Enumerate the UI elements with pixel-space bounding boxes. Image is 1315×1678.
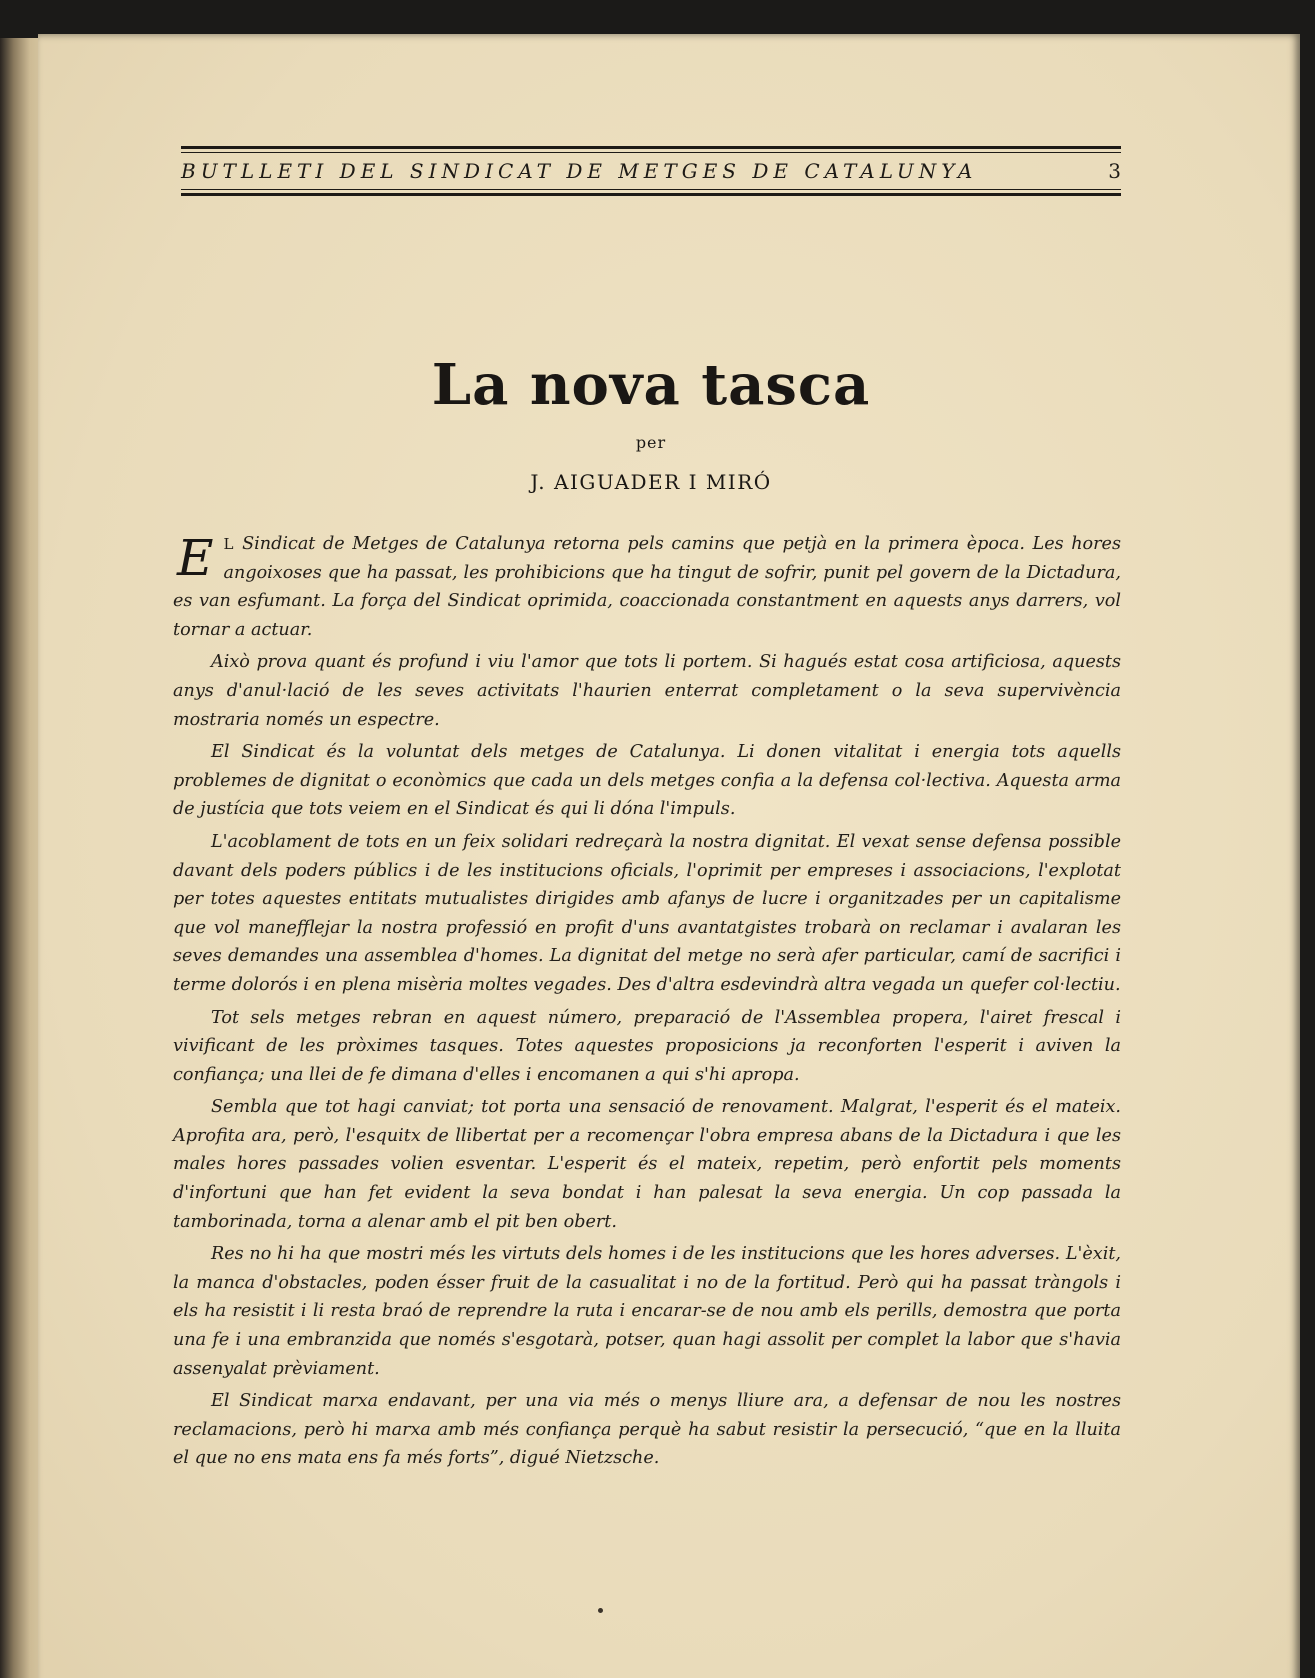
article-title: La nova tasca: [431, 352, 871, 418]
paragraph: El Sindicat és la voluntat dels metges de Catalunya. Li donen vitalitat i energia tots aquells problemes de dignitat o econòmics que cada un dels metges confia a la defensa col·lectiva. Aquesta arma de justícia que tots veiem en el Sindicat és qui li dóna l'impuls.: [173, 742, 1121, 820]
article-byline: per: [635, 433, 667, 452]
paragraph: Això prova quant és profund i viu l'amor que tots li portem. Si hagués estat cosa artificiosa, aquests anys d'anul·lació de les seves activitats l'haurien enterrat completament o la seva supervivència mostraria només un espectre.: [173, 652, 1121, 730]
paragraph: Sembla que tot hagi canviat; tot porta una sensació de renovament. Malgrat, l'esperit és el mateix. Aprofita ara, però, l'esquitx de llibertat per a recomençar l'obra empresa abans de la Dictadura i que les males hores passades volien esventar. L'esperit és el mateix, repetim, però enfortit pels moments d'infortuni que han fet evident la seva bondat i han palesat la seva energia. Un cop passada la tamborinada, torna a alenar amb el pit ben obert.: [173, 1097, 1121, 1232]
article-body: [173, 530, 1121, 1477]
paragraph-text: Sindicat de Metges de Catalunya retorna pels camins que petjà en la primera època. Les hores angoixoses que ha passat, les prohibicions que ha tingut de sofrir, punit pel govern de la Dictadura, es van esfumant. La força del Sindicat oprimida, coaccionada constantment en aquests anys darrers, vol tornar a actuar.: [173, 534, 1122, 640]
page-number: 3: [1108, 159, 1121, 183]
header-rule-bottom-thin: [181, 189, 1121, 190]
drop-cap: E: [177, 529, 214, 587]
header-rule-top: [181, 146, 1121, 149]
header-rule-bottom: [181, 193, 1121, 196]
running-header: [181, 146, 1121, 196]
paragraph: El Sindicat marxa endavant, per una via més o menys lliure ara, a defensar de nou les nostres reclamacions, però hi marxa amb més confiança perquè ha sabut resistir la persecució, “que en la lluita el que no ens mata ens fa més forts”, digué Nietzsche.: [173, 1391, 1121, 1469]
paragraph: [173, 530, 1121, 644]
page-mark-dot: [598, 1608, 603, 1613]
journal-name: BUTLLETI DEL SINDICAT DE METGES DE CATALUNYA: [181, 159, 978, 183]
paragraph: Res no hi ha que mostri més les virtuts dels homes i de les institucions que les hores adverses. L'èxit, la manca d'obstacles, poden ésser fruit de la casualitat i no de la fortitud. Però qui ha passat tràngols i els ha resistit i li resta braó de reprendre la ruta i encarar-se de nou amb els perills, demostra que porta una fe i una embranzida que només s'esgotarà, potser, quan hagi assolit per complet la labor que s'havia assenyalat prèviament.: [173, 1244, 1121, 1379]
paragraph: L'acoblament de tots en un feix solidari redreçarà la nostra dignitat. El vexat sense defensa possible davant dels poders públics i de les institucions oficials, l'oprimit per empreses i associacions, l'explotat per totes aquestes entitats mutualistes dirigides amb afanys de lucre i organitzades per un capitalisme que vol manefflejar la nostra professió en profit d'uns avantatgistes trobarà on reclamar i avalaran les seves demandes una assemblea d'homes. La dignitat del metge no serà afer particular, camí de sacrifici i terme dolorós i en plena misèria moltes vegades. Des d'altra esdevindrà altra vegada un quefer col·lectiu.: [173, 831, 1121, 995]
first-word-rest: L: [223, 535, 235, 553]
article-author: J. AIGUADER I MIRÓ: [530, 470, 772, 494]
paragraph: Tot sels metges rebran en aquest número, preparació de l'Assemblea propera, l'airet frescal i vivificant de les pròximes tasques. Totes aquestes proposicions ja reconforten l'esperit i aviven la confiança; una llei de fe dimana d'elles i encomanen a qui s'hi apropa.: [173, 1007, 1121, 1085]
